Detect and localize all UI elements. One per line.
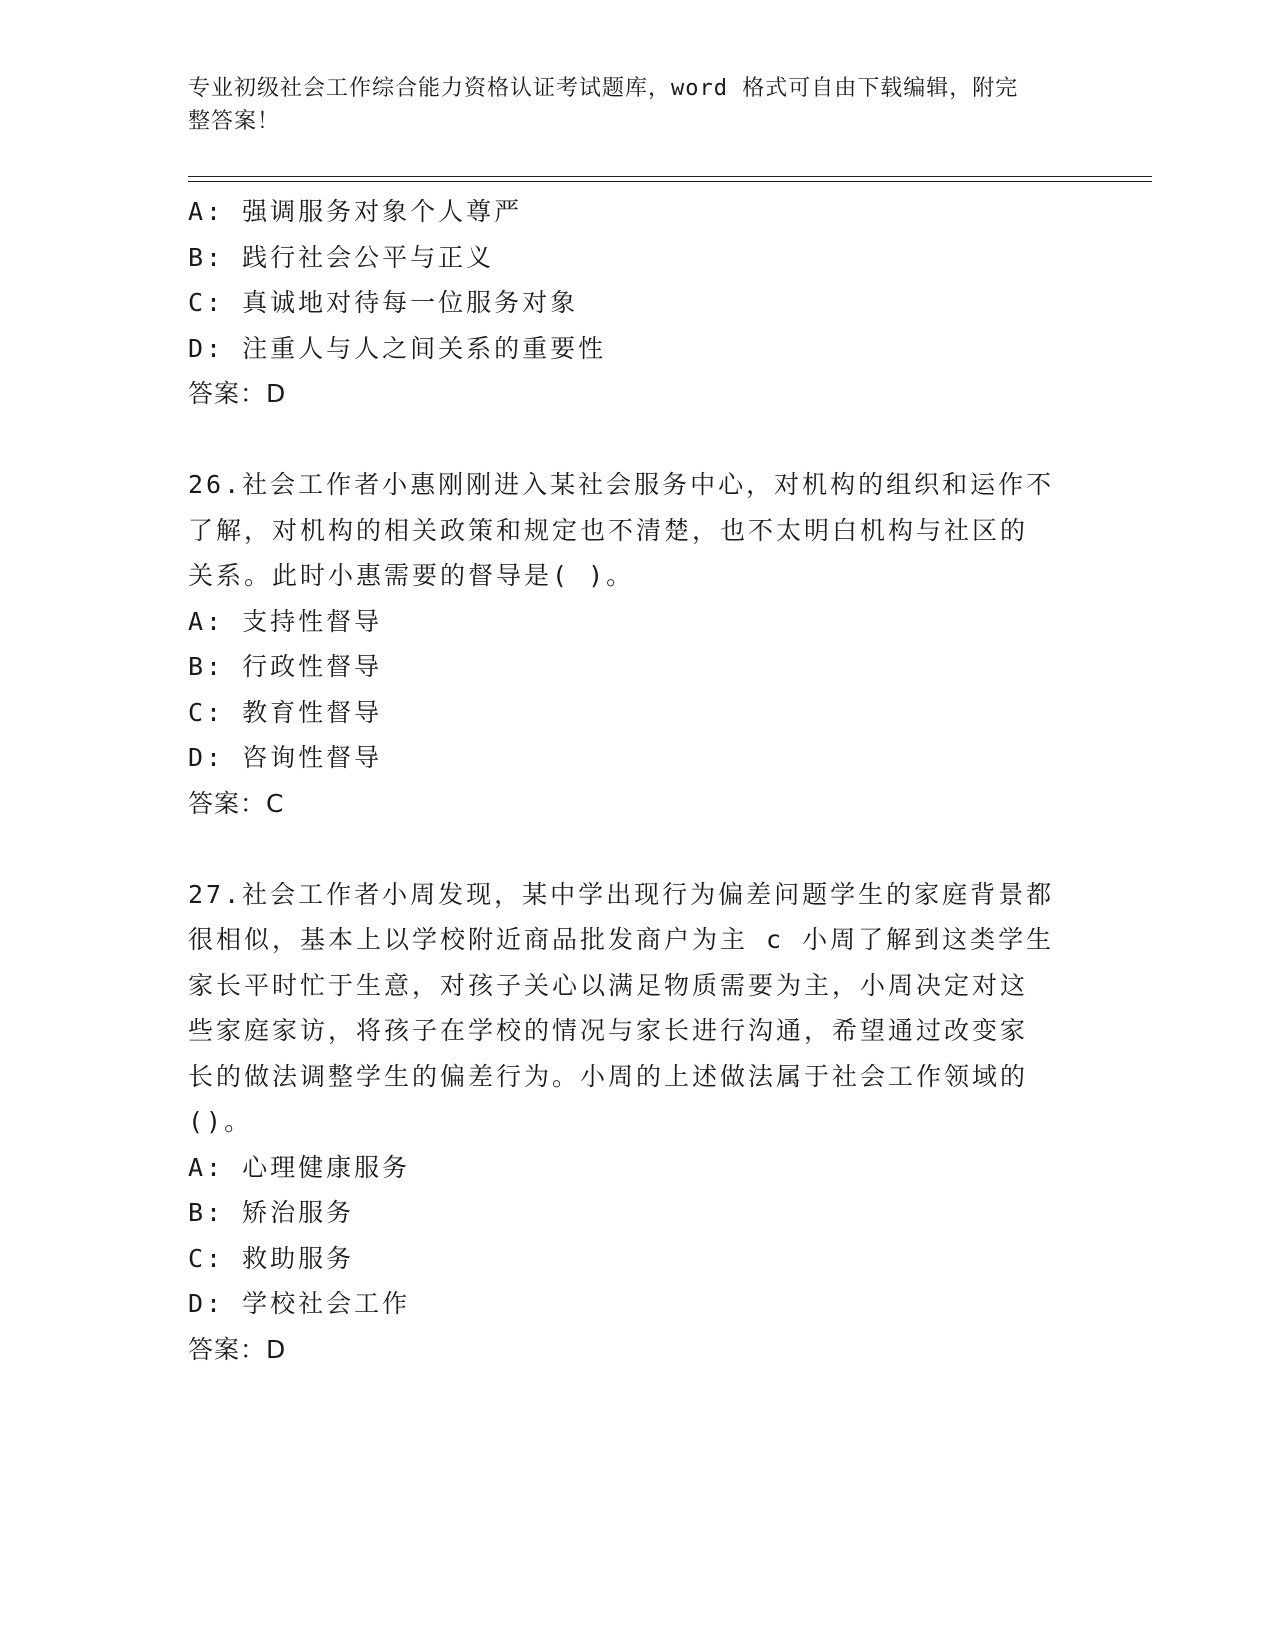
page-header [188, 72, 1068, 138]
option-a: A: 支持性督导 [188, 606, 383, 636]
header-line-2: 整答案！ [188, 109, 281, 134]
option-d: D: 咨询性督导 [188, 743, 383, 772]
question-stem-line: 关系。此时小惠需要的督导是( )。 [188, 561, 635, 590]
question-stem-line: 很相似，基本上以学校附近商品批发商户为主 c 小周了解到这类学生 [188, 925, 1055, 954]
question-25 [188, 189, 1088, 417]
question-stem-line: 些家庭家访，将孩子在学校的情况与家长进行沟通，希望通过改变家 [188, 1016, 1029, 1045]
answer: 答案：C [188, 788, 285, 818]
question-stem-line: 27.社会工作者小周发现，某中学出现行为偏差问题学生的家庭背景都 [188, 879, 1055, 909]
option-c: C: 救助服务 [188, 1243, 355, 1273]
header-double-rule [188, 176, 1152, 182]
question-spacer [188, 417, 1088, 462]
question-stem-line: 家长平时忙于生意，对孩子关心以满足物质需要为主，小周决定对这 [188, 970, 1029, 1000]
question-27 [188, 872, 1088, 1373]
question-spacer [188, 827, 1088, 872]
question-stem-line: ()。 [188, 1107, 253, 1136]
option-a: A: 强调服务对象个人尊严 [188, 197, 523, 226]
question-stem-line: 长的做法调整学生的偏差行为。小周的上述做法属于社会工作领域的 [188, 1061, 1029, 1091]
option-c: C: 教育性督导 [188, 697, 383, 727]
question-26 [188, 462, 1088, 827]
question-content [188, 189, 1088, 1373]
option-a: A: 心理健康服务 [188, 1152, 411, 1182]
question-stem-line: 了解，对机构的相关政策和规定也不清楚，也不太明白机构与社区的 [188, 515, 1029, 545]
question-stem-line: 26.社会工作者小惠刚刚进入某社会服务中心，对机构的组织和运作不 [188, 470, 1055, 499]
option-d: D: 学校社会工作 [188, 1289, 411, 1318]
answer: 答案：D [188, 1334, 287, 1364]
option-b: B: 矫治服务 [188, 1198, 355, 1227]
option-c: C: 真诚地对待每一位服务对象 [188, 288, 579, 317]
option-d: D: 注重人与人之间关系的重要性 [188, 333, 607, 363]
header-line-1: 专业初级社会工作综合能力资格认证考试题库，word 格式可自由下载编辑，附完 [188, 76, 1019, 101]
option-b: B: 行政性督导 [188, 652, 383, 681]
answer: 答案：D [188, 379, 287, 408]
option-b: B: 践行社会公平与正义 [188, 242, 495, 272]
